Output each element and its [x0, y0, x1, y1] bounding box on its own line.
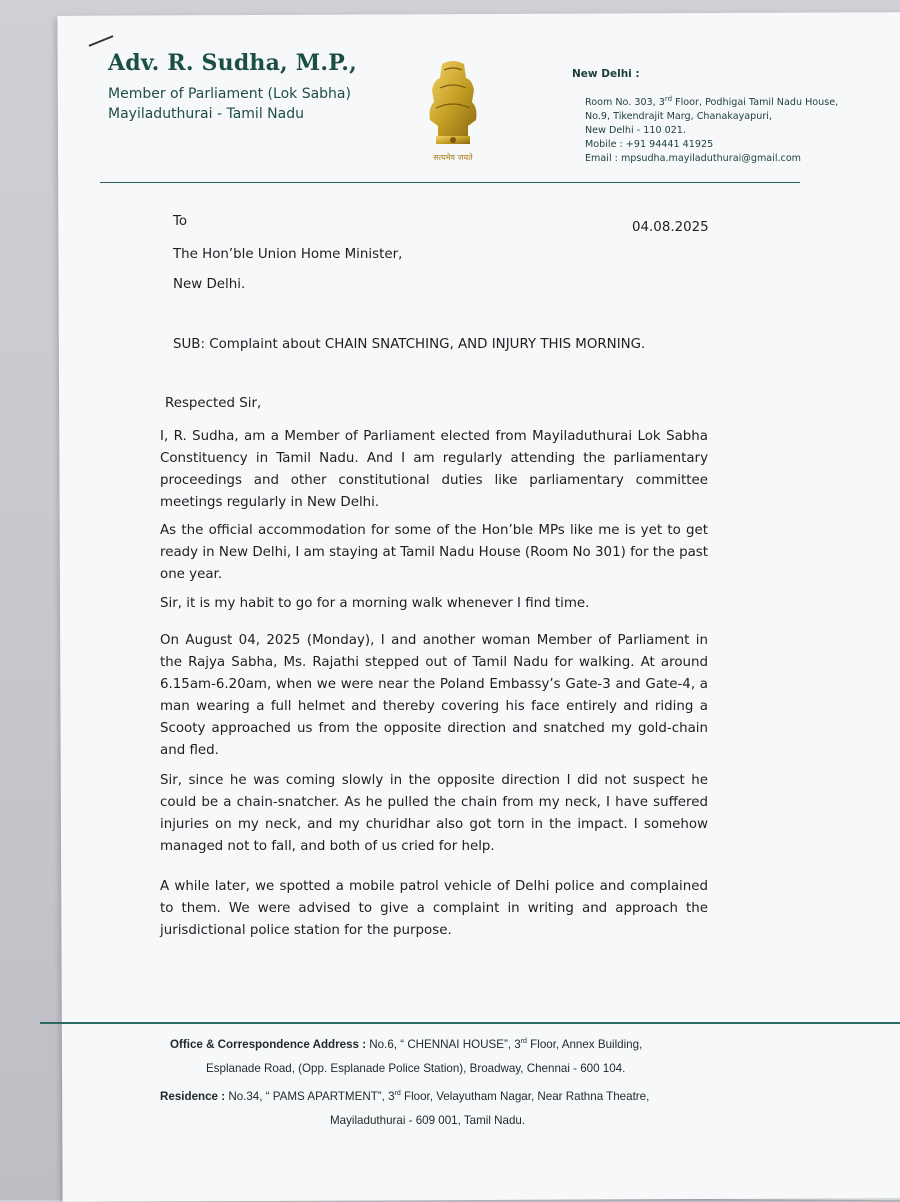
sender-title: Member of Parliament (Lok Sabha): [108, 86, 351, 102]
letter-subject: SUB: Complaint about CHAIN SNATCHING, AND INJURY THIS MORNING.: [173, 337, 646, 352]
salutation: Respected Sir,: [165, 396, 262, 411]
recipient-line-1: The Hon’ble Union Home Minister,: [173, 247, 403, 262]
address-email: Email : mpsudha.mayiladuthurai@gmail.com: [585, 153, 802, 164]
paragraph-4: On August 04, 2025 (Monday), I and another woman Member of Parliament in the Rajya Sabha, Ms. Rajathi stepped out of Tamil Nadu for walking. At around 6.15am-6.20am, when we were near the Poland Embassy’s Gate-3 and Gate-4, a man wearing a full helmet and thereby covering his face entirely and riding a Scooty approached us from the opposite direction and snatched my gold-chain and fled.: [160, 633, 708, 758]
paragraph-2: As the official accommodation for some of the Hon’ble MPs like me is yet to get ready in New Delhi, I am staying at Tamil Nadu House (Room No 301) for the past one year.: [160, 523, 708, 582]
letter-date: 04.08.2025: [632, 220, 709, 235]
emblem-motto: सत्यमेव जयते: [433, 153, 473, 162]
sender-constituency: Mayiladuthurai - Tamil Nadu: [108, 106, 304, 122]
address-mobile: Mobile : +91 94441 41925: [585, 139, 714, 150]
paragraph-1: I, R. Sudha, am a Member of Parliament elected from Mayiladuthurai Lok Sabha Constituency in Tamil Nadu. And I am regularly attending the parliamentary proceedings and other constitutional duties like parliamentary committee meetings regularly in New Delhi.: [160, 429, 708, 510]
paragraph-5: Sir, since he was coming slowly in the opposite direction I did not suspect he could be a chain-snatcher. As he pulled the chain from my neck, I have suffered injuries on my neck, and my churidhar also got torn in the impact. I somehow managed not to fall, and both of us cried for help.: [160, 773, 708, 854]
paragraph-3: Sir, it is my habit to go for a morning walk whenever I find time.: [160, 596, 590, 611]
office-address-line-2: Esplanade Road, (Opp. Esplanade Police Station), Broadway, Chennai - 600 104.: [206, 1062, 626, 1075]
office-address-label: Office & Correspondence Address :: [170, 1038, 367, 1051]
letterhead-divider: [100, 182, 800, 183]
recipient-line-2: New Delhi.: [173, 277, 246, 292]
paragraph-6: A while later, we spotted a mobile patrol vehicle of Delhi police and complained to them. We were advised to give a complaint in writing and approach the jurisdictional police station for the purpose.: [160, 879, 708, 938]
office-address-line-1: Office & Correspondence Address : No.6, “ CHENNAI HOUSE”, 3rd Floor, Annex Building,: [170, 1038, 643, 1051]
address-line-2: No.9, Tikendrajit Marg, Chanakayapuri,: [585, 111, 773, 122]
residence-address-line-1: Residence : No.34, “ PAMS APARTMENT”, 3rd Floor, Velayutham Nagar, Near Rathna Theatre,: [160, 1090, 650, 1103]
address-heading: New Delhi :: [572, 68, 640, 80]
to-label: To: [173, 214, 188, 229]
address-line-1: Room No. 303, 3rd Floor, Podhigai Tamil Nadu House,: [585, 94, 839, 108]
address-line-3: New Delhi - 110 021.: [585, 125, 686, 136]
footer-divider: [40, 1022, 900, 1024]
residence-label: Residence :: [160, 1090, 226, 1103]
residence-address-line-2: Mayiladuthurai - 609 001, Tamil Nadu.: [330, 1114, 526, 1127]
sender-name: Adv. R. Sudha, M.P.,: [108, 50, 358, 76]
national-emblem-icon: [422, 58, 484, 166]
